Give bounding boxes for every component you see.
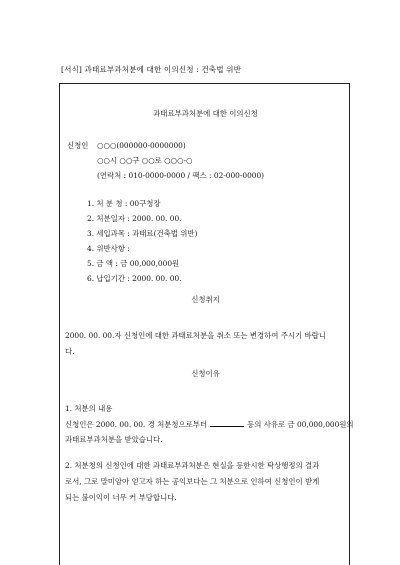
item-payment-period: 6. 납입기간 : 2000. 00. 00. bbox=[87, 274, 182, 283]
form-title: 과태료부과처분에 대한 이의신청 bbox=[153, 109, 258, 118]
form-box bbox=[59, 83, 354, 565]
reason1-title: 1. 처분의 내용 bbox=[65, 404, 113, 413]
item-disposition-date: 2. 처분일자 : 2000. 00. 00. bbox=[87, 214, 182, 223]
item-violation: 4. 위반사항 : bbox=[87, 244, 130, 253]
reason2-line-3: 되는 불이익이 너무 커 부당합니다. bbox=[65, 493, 177, 502]
reason-heading: 신청이유 bbox=[191, 369, 220, 378]
reason1-line-1-before: 신청인은 2000. 00. 00. 경 처분청으로부터 bbox=[65, 420, 208, 429]
reason1-line-1-after: 등의 사유로 금 00,000,000원의 bbox=[247, 420, 354, 429]
purpose-line-1: 2000. 00. 00.자 신청인에 대한 과태료처분을 취소 또는 변경하여 주시기 바랍니 bbox=[65, 331, 326, 340]
reason2-line-2: 로서, 그로 말미암아 얻고자 하는 공익보다는 그 처분으로 인하여 신청인이 받게 bbox=[65, 477, 320, 486]
item-amount: 5. 금 액 : 금 00,000,000원 bbox=[87, 259, 180, 268]
applicant-contact-line: (연락처 : 010-0000-0000 / 팩스 : 02-000-0000) bbox=[97, 171, 265, 180]
item-authority: 1. 처 분 청 : 00구청장 bbox=[87, 199, 161, 208]
reason2-line-1: 2. 처분청의 신청인에 대한 과태료부과처분은 현실을 등한시한 탁상행정의 결과 bbox=[65, 461, 320, 470]
reason1-line-1 bbox=[65, 420, 354, 428]
applicant-label: 신청인 bbox=[67, 141, 89, 150]
applicant-address-line: ○○시 ○○구 ○○로 ○○○-○ bbox=[97, 156, 193, 165]
applicant-name-line: ○○○(000000-0000000) bbox=[97, 141, 186, 150]
reason1-line-2: 과태료부과처분을 받았습니다. bbox=[65, 435, 163, 444]
purpose-heading: 신청취지 bbox=[191, 295, 220, 304]
item-revenue-category: 3. 세입과목 : 과태료(건축법 위반) bbox=[87, 229, 198, 238]
blank-line bbox=[210, 420, 244, 427]
document-header-title: [서식] 과태료부과처분에 대한 이의신청 : 건축법 위반 bbox=[61, 65, 242, 74]
purpose-line-2: 다. bbox=[65, 347, 75, 356]
